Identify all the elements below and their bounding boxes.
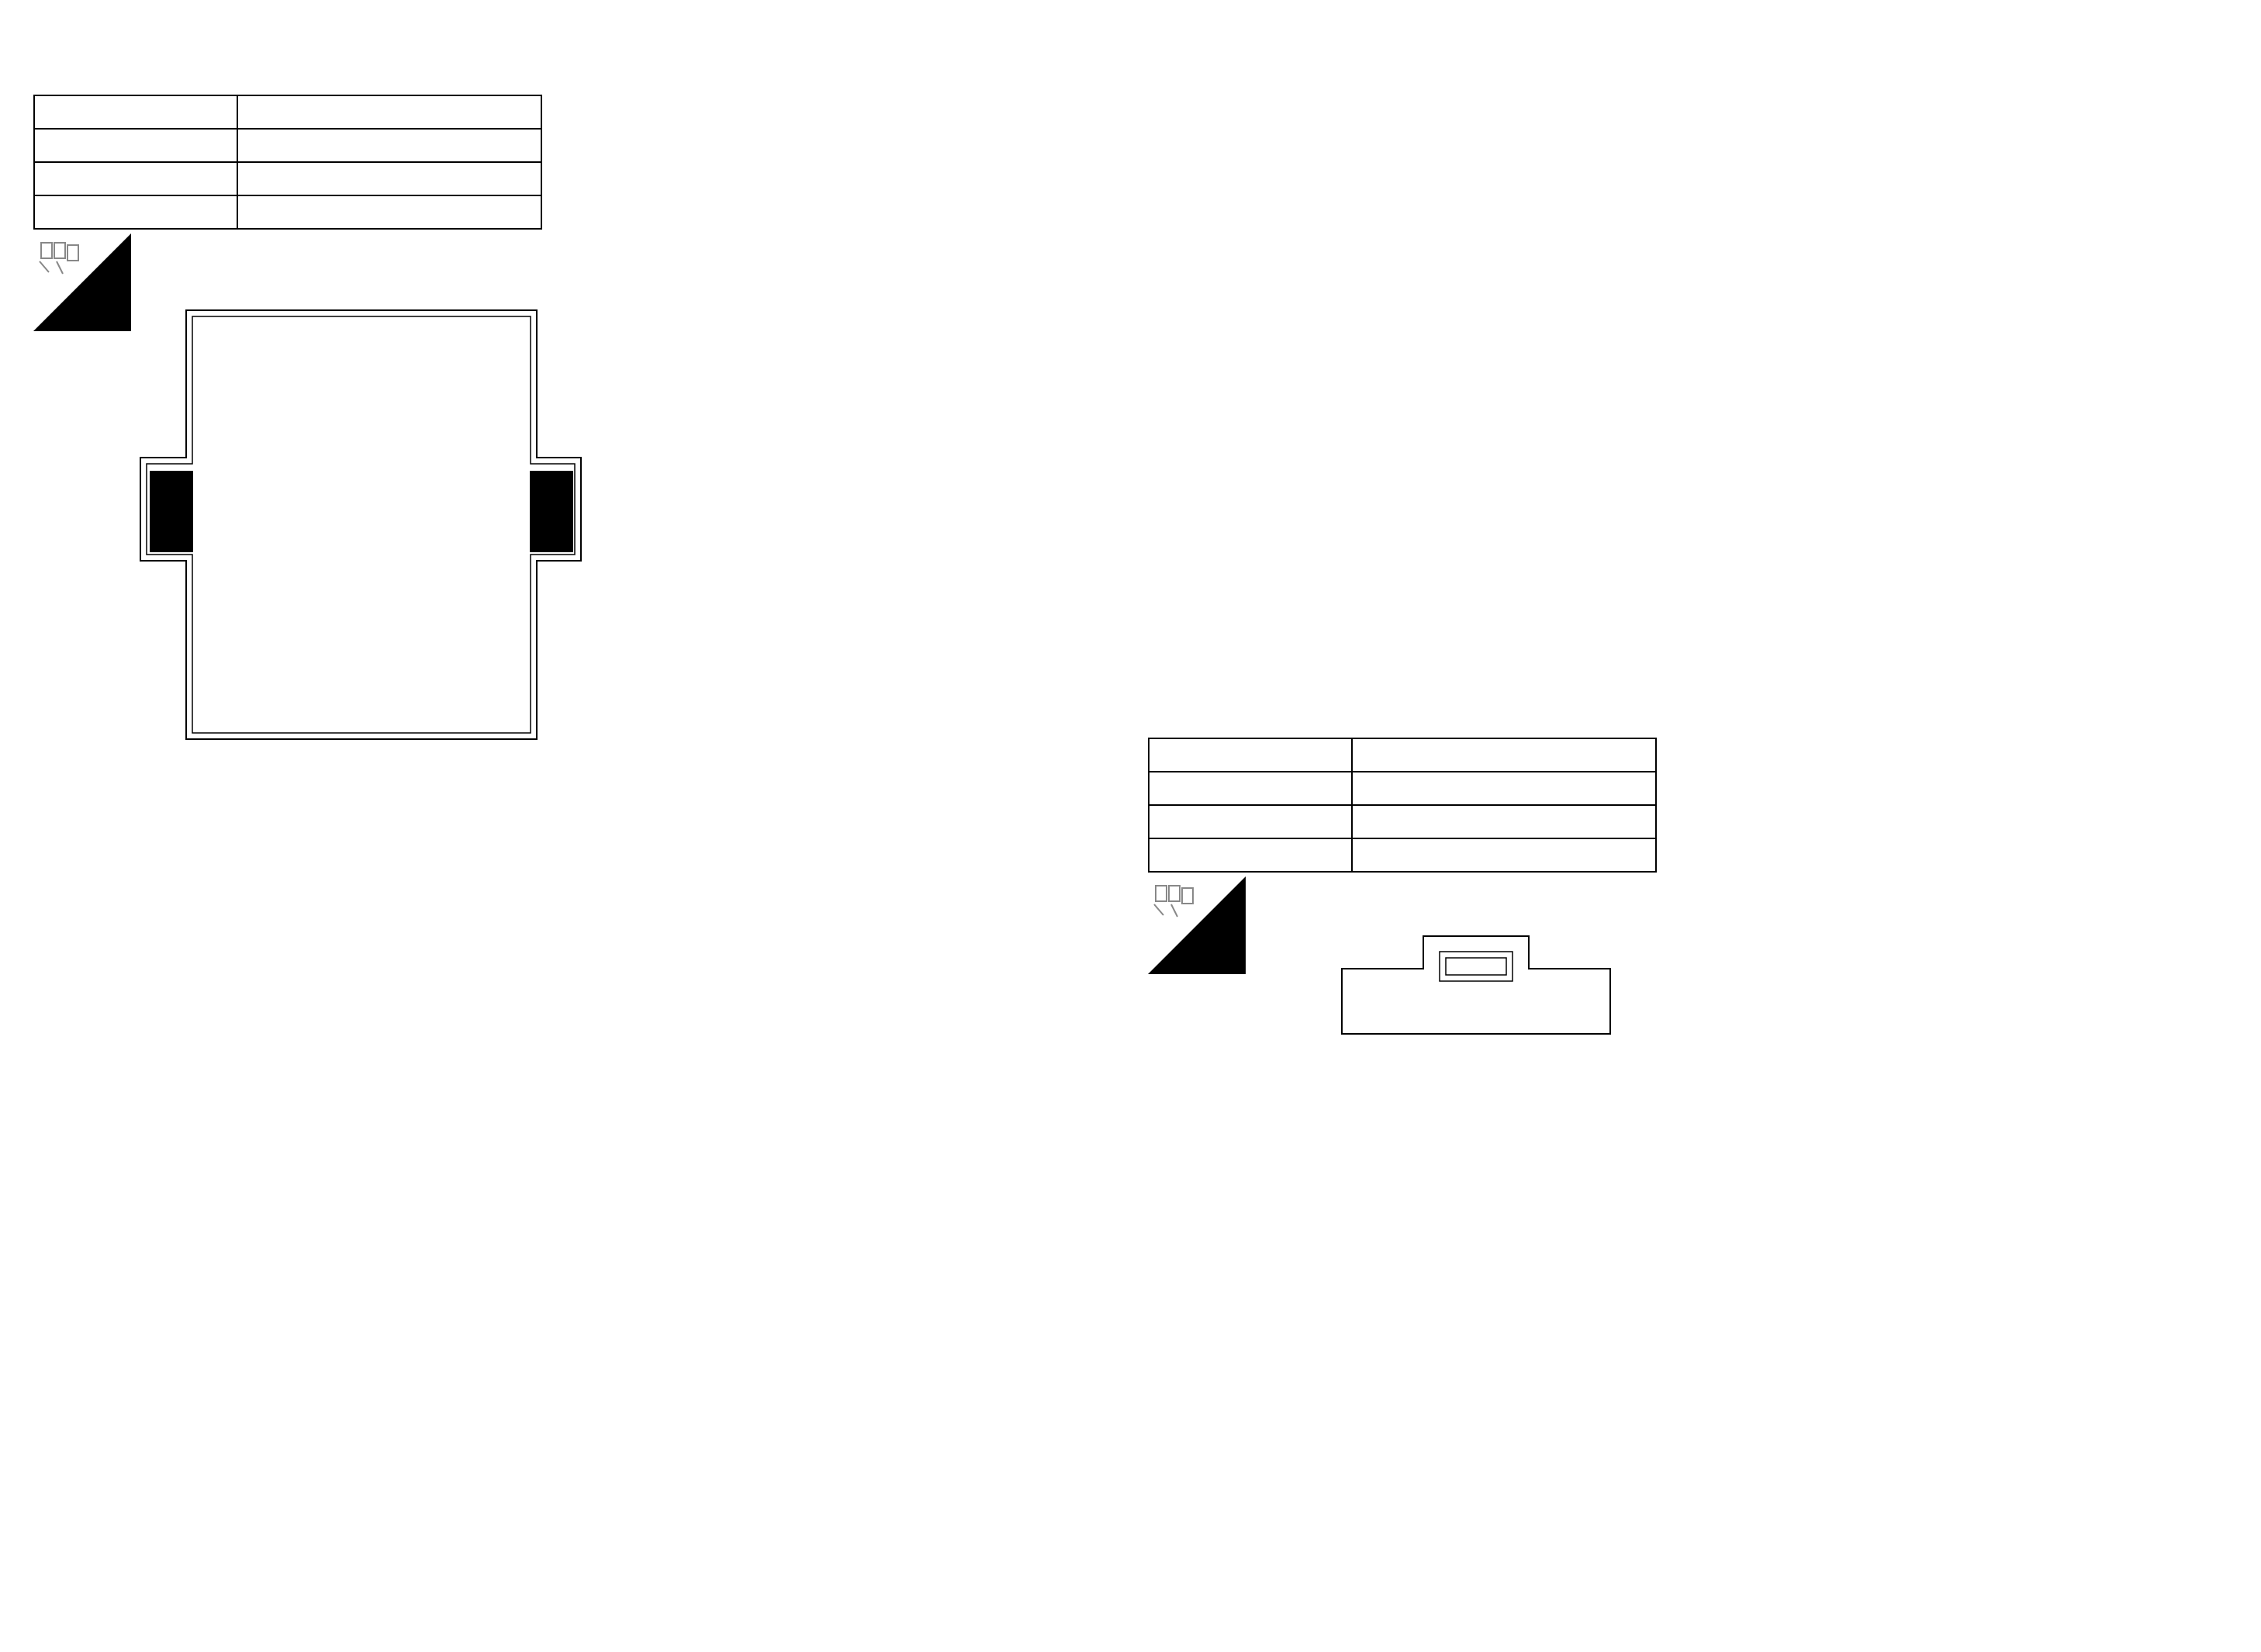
connector-name-label — [1149, 772, 1352, 805]
harness-side-icon — [1148, 876, 1246, 974]
harness-side-icon — [33, 233, 131, 331]
m16-connector-name — [1352, 772, 1656, 805]
m16-info-table — [1148, 738, 1657, 873]
m16-connector-type — [1352, 805, 1656, 838]
connector-type-label — [1149, 805, 1352, 838]
e152-info-table — [33, 95, 542, 230]
connector-no-label — [1149, 738, 1352, 772]
m16-connector-no — [1352, 738, 1656, 772]
e152-connector-color — [237, 195, 541, 229]
e152-connector-name — [237, 129, 541, 162]
m16-connector-face — [1340, 935, 1612, 1035]
connector-type-label — [34, 162, 237, 195]
connector-name-label — [34, 129, 237, 162]
e152-connector-type — [237, 162, 541, 195]
e152-connector-face — [138, 308, 585, 744]
connector-no-label — [34, 95, 237, 129]
connector-color-label — [1149, 838, 1352, 872]
e152-connector-no — [237, 95, 541, 129]
m16-connector-color — [1352, 838, 1656, 872]
connector-color-label — [34, 195, 237, 229]
